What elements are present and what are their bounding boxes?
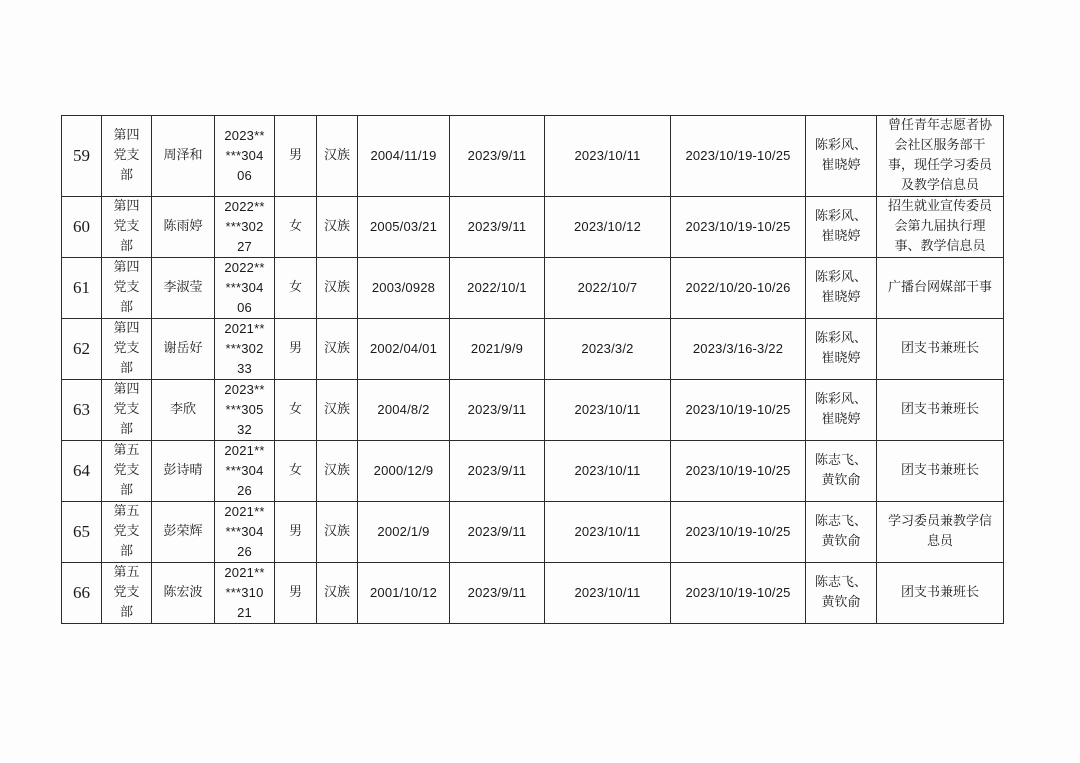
roster-body <box>62 116 1004 624</box>
cell-ethnicity: 汉族 <box>317 116 358 197</box>
party-branch-line: 部 <box>119 544 133 559</box>
cell-party-branch <box>102 319 152 380</box>
student-id-line: ***304 <box>225 280 264 295</box>
party-branch-line: 第五 <box>113 565 140 580</box>
party-branch-line: 部 <box>119 168 133 183</box>
contact-persons-line: 陈彩风、 <box>814 270 867 285</box>
remark-line: 会社区服务部干 <box>894 138 986 153</box>
cell-student-id <box>215 502 275 563</box>
party-branch-line: 第四 <box>113 260 140 275</box>
student-id-line: 2023** <box>224 382 265 397</box>
cell-person-name: 彭诗晴 <box>152 441 215 502</box>
student-id-line: 2021** <box>224 504 265 519</box>
remark-line: 学习委员兼教学信 <box>887 514 992 529</box>
student-id-line: 27 <box>237 239 252 254</box>
cell-contact-persons <box>806 441 877 502</box>
cell-row-number: 63 <box>62 380 102 441</box>
contact-persons-line: 崔晓婷 <box>821 412 861 427</box>
cell-row-number: 59 <box>62 116 102 197</box>
cell-student-id <box>215 441 275 502</box>
remark-line: 会第九届执行理 <box>894 219 986 234</box>
contact-persons-line: 崔晓婷 <box>821 229 861 244</box>
party-branch-line: 党支 <box>113 402 140 417</box>
student-id-line: 32 <box>237 422 252 437</box>
cell-student-id <box>215 258 275 319</box>
student-id-line: 21 <box>237 605 252 620</box>
cell-party-branch <box>102 563 152 624</box>
cell-activist-date: 2023/10/12 <box>545 197 671 258</box>
cell-remark <box>877 380 1004 441</box>
cell-publicity-period: 2023/10/19-10/25 <box>671 502 806 563</box>
student-id-line: 06 <box>237 168 252 183</box>
remark-line: 团支书兼班长 <box>900 341 979 356</box>
contact-persons-line: 崔晓婷 <box>821 351 861 366</box>
cell-activist-date: 2023/10/11 <box>545 502 671 563</box>
cell-row-number: 65 <box>62 502 102 563</box>
cell-birth-date: 2005/03/21 <box>358 197 450 258</box>
student-id-line: 06 <box>237 300 252 315</box>
party-branch-line: 党支 <box>113 585 140 600</box>
cell-activist-date: 2023/10/11 <box>545 116 671 197</box>
cell-row-number: 64 <box>62 441 102 502</box>
cell-birth-date: 2000/12/9 <box>358 441 450 502</box>
party-branch-line: 党支 <box>113 341 140 356</box>
cell-contact-persons <box>806 116 877 197</box>
party-branch-line: 部 <box>119 361 133 376</box>
cell-contact-persons <box>806 563 877 624</box>
cell-person-name: 陈宏波 <box>152 563 215 624</box>
cell-row-number: 66 <box>62 563 102 624</box>
cell-student-id <box>215 319 275 380</box>
remark-line: 息员 <box>926 534 953 549</box>
student-id-line: 2021** <box>224 321 265 336</box>
party-branch-line: 第四 <box>113 199 140 214</box>
cell-row-number: 61 <box>62 258 102 319</box>
cell-activist-date: 2023/10/11 <box>545 380 671 441</box>
cell-student-id <box>215 197 275 258</box>
cell-contact-persons <box>806 197 877 258</box>
cell-remark <box>877 116 1004 197</box>
cell-ethnicity: 汉族 <box>317 441 358 502</box>
cell-gender: 女 <box>275 258 317 319</box>
cell-ethnicity: 汉族 <box>317 319 358 380</box>
cell-publicity-period: 2023/10/19-10/25 <box>671 441 806 502</box>
student-id-line: 2021** <box>224 443 265 458</box>
contact-persons-line: 陈彩风、 <box>814 209 867 224</box>
party-branch-line: 部 <box>119 239 133 254</box>
party-branch-line: 第四 <box>113 321 140 336</box>
party-branch-line: 党支 <box>113 148 140 163</box>
cell-remark <box>877 502 1004 563</box>
cell-gender: 男 <box>275 563 317 624</box>
student-id-line: 2021** <box>224 565 265 580</box>
student-id-line: ***304 <box>225 463 264 478</box>
cell-activist-date: 2023/10/11 <box>545 441 671 502</box>
cell-publicity-period: 2023/10/19-10/25 <box>671 197 806 258</box>
cell-birth-date: 2001/10/12 <box>358 563 450 624</box>
cell-activist-date: 2023/3/2 <box>545 319 671 380</box>
cell-gender: 男 <box>275 319 317 380</box>
cell-party-branch <box>102 197 152 258</box>
cell-person-name: 陈雨婷 <box>152 197 215 258</box>
cell-activist-date: 2022/10/7 <box>545 258 671 319</box>
party-branch-line: 部 <box>119 483 133 498</box>
party-branch-line: 部 <box>119 422 133 437</box>
cell-person-name: 周泽和 <box>152 116 215 197</box>
student-id-line: 33 <box>237 361 252 376</box>
cell-person-name: 李欣 <box>152 380 215 441</box>
cell-birth-date: 2002/1/9 <box>358 502 450 563</box>
cell-gender: 男 <box>275 502 317 563</box>
contact-persons-line: 崔晓婷 <box>821 290 861 305</box>
table-row <box>62 502 1004 563</box>
cell-remark <box>877 441 1004 502</box>
remark-line: 事、教学信息员 <box>894 239 986 254</box>
cell-row-number: 60 <box>62 197 102 258</box>
cell-application-date: 2023/9/11 <box>450 563 545 624</box>
cell-contact-persons <box>806 380 877 441</box>
cell-birth-date: 2004/11/19 <box>358 116 450 197</box>
party-branch-line: 党支 <box>113 280 140 295</box>
table-row <box>62 197 1004 258</box>
cell-activist-date: 2023/10/11 <box>545 563 671 624</box>
cell-student-id <box>215 116 275 197</box>
cell-birth-date: 2002/04/01 <box>358 319 450 380</box>
cell-remark <box>877 197 1004 258</box>
cell-application-date: 2022/10/1 <box>450 258 545 319</box>
student-id-line: ***304 <box>225 524 264 539</box>
student-id-line: 26 <box>237 544 252 559</box>
cell-ethnicity: 汉族 <box>317 563 358 624</box>
cell-person-name: 彭荣辉 <box>152 502 215 563</box>
cell-birth-date: 2003/0928 <box>358 258 450 319</box>
cell-ethnicity: 汉族 <box>317 258 358 319</box>
contact-persons-line: 陈志飞、 <box>814 453 867 468</box>
roster-table <box>61 115 1004 624</box>
student-id-line: 2022** <box>224 260 265 275</box>
cell-row-number: 62 <box>62 319 102 380</box>
student-id-line: ***302 <box>225 341 264 356</box>
cell-party-branch <box>102 441 152 502</box>
cell-contact-persons <box>806 319 877 380</box>
cell-party-branch <box>102 380 152 441</box>
student-id-line: 2022** <box>224 199 265 214</box>
cell-application-date: 2023/9/11 <box>450 116 545 197</box>
student-id-line: ***310 <box>225 585 264 600</box>
cell-application-date: 2023/9/11 <box>450 380 545 441</box>
cell-party-branch <box>102 116 152 197</box>
cell-publicity-period: 2023/3/16-3/22 <box>671 319 806 380</box>
cell-birth-date: 2004/8/2 <box>358 380 450 441</box>
student-id-line: 26 <box>237 483 252 498</box>
cell-ethnicity: 汉族 <box>317 502 358 563</box>
cell-party-branch <box>102 502 152 563</box>
party-branch-line: 党支 <box>113 463 140 478</box>
table-row <box>62 319 1004 380</box>
party-branch-line: 第四 <box>113 128 140 143</box>
student-id-line: ***305 <box>225 402 264 417</box>
cell-application-date: 2021/9/9 <box>450 319 545 380</box>
contact-persons-line: 陈志飞、 <box>814 514 867 529</box>
party-branch-line: 第四 <box>113 382 140 397</box>
cell-contact-persons <box>806 258 877 319</box>
table-row <box>62 563 1004 624</box>
contact-persons-line: 陈志飞、 <box>814 575 867 590</box>
remark-line: 团支书兼班长 <box>900 463 979 478</box>
remark-line: 曾任青年志愿者协 <box>887 118 992 133</box>
student-id-line: ***302 <box>225 219 264 234</box>
contact-persons-line: 陈彩风、 <box>814 392 867 407</box>
table-row <box>62 116 1004 197</box>
cell-ethnicity: 汉族 <box>317 380 358 441</box>
party-branch-line: 第五 <box>113 443 140 458</box>
cell-publicity-period: 2022/10/20-10/26 <box>671 258 806 319</box>
cell-remark <box>877 319 1004 380</box>
party-branch-line: 党支 <box>113 219 140 234</box>
remark-line: 团支书兼班长 <box>900 585 979 600</box>
party-branch-line: 第五 <box>113 504 140 519</box>
cell-remark <box>877 258 1004 319</box>
contact-persons-line: 黄钦俞 <box>821 595 861 610</box>
contact-persons-line: 陈彩风、 <box>814 331 867 346</box>
cell-gender: 男 <box>275 116 317 197</box>
student-id-line: 2023** <box>224 128 265 143</box>
cell-gender: 女 <box>275 441 317 502</box>
contact-persons-line: 陈彩风、 <box>814 138 867 153</box>
cell-publicity-period: 2023/10/19-10/25 <box>671 116 806 197</box>
student-id-line: ***304 <box>225 148 264 163</box>
cell-application-date: 2023/9/11 <box>450 502 545 563</box>
party-branch-line: 部 <box>119 300 133 315</box>
remark-line: 团支书兼班长 <box>900 402 979 417</box>
cell-person-name: 李淑莹 <box>152 258 215 319</box>
table-row <box>62 380 1004 441</box>
remark-line: 事，现任学习委员 <box>887 158 992 173</box>
cell-publicity-period: 2023/10/19-10/25 <box>671 563 806 624</box>
cell-application-date: 2023/9/11 <box>450 441 545 502</box>
cell-party-branch <box>102 258 152 319</box>
party-branch-line: 党支 <box>113 524 140 539</box>
contact-persons-line: 崔晓婷 <box>821 158 861 173</box>
cell-gender: 女 <box>275 380 317 441</box>
party-branch-line: 部 <box>119 605 133 620</box>
contact-persons-line: 黄钦俞 <box>821 473 861 488</box>
cell-student-id <box>215 380 275 441</box>
cell-remark <box>877 563 1004 624</box>
remark-line: 招生就业宣传委员 <box>887 199 992 214</box>
contact-persons-line: 黄钦俞 <box>821 534 861 549</box>
cell-contact-persons <box>806 502 877 563</box>
remark-line: 及教学信息员 <box>900 178 979 193</box>
remark-line: 广播台网媒部干事 <box>887 280 992 295</box>
cell-ethnicity: 汉族 <box>317 197 358 258</box>
cell-application-date: 2023/9/11 <box>450 197 545 258</box>
cell-gender: 女 <box>275 197 317 258</box>
table-row <box>62 441 1004 502</box>
cell-publicity-period: 2023/10/19-10/25 <box>671 380 806 441</box>
cell-person-name: 谢岳好 <box>152 319 215 380</box>
cell-student-id <box>215 563 275 624</box>
table-row <box>62 258 1004 319</box>
